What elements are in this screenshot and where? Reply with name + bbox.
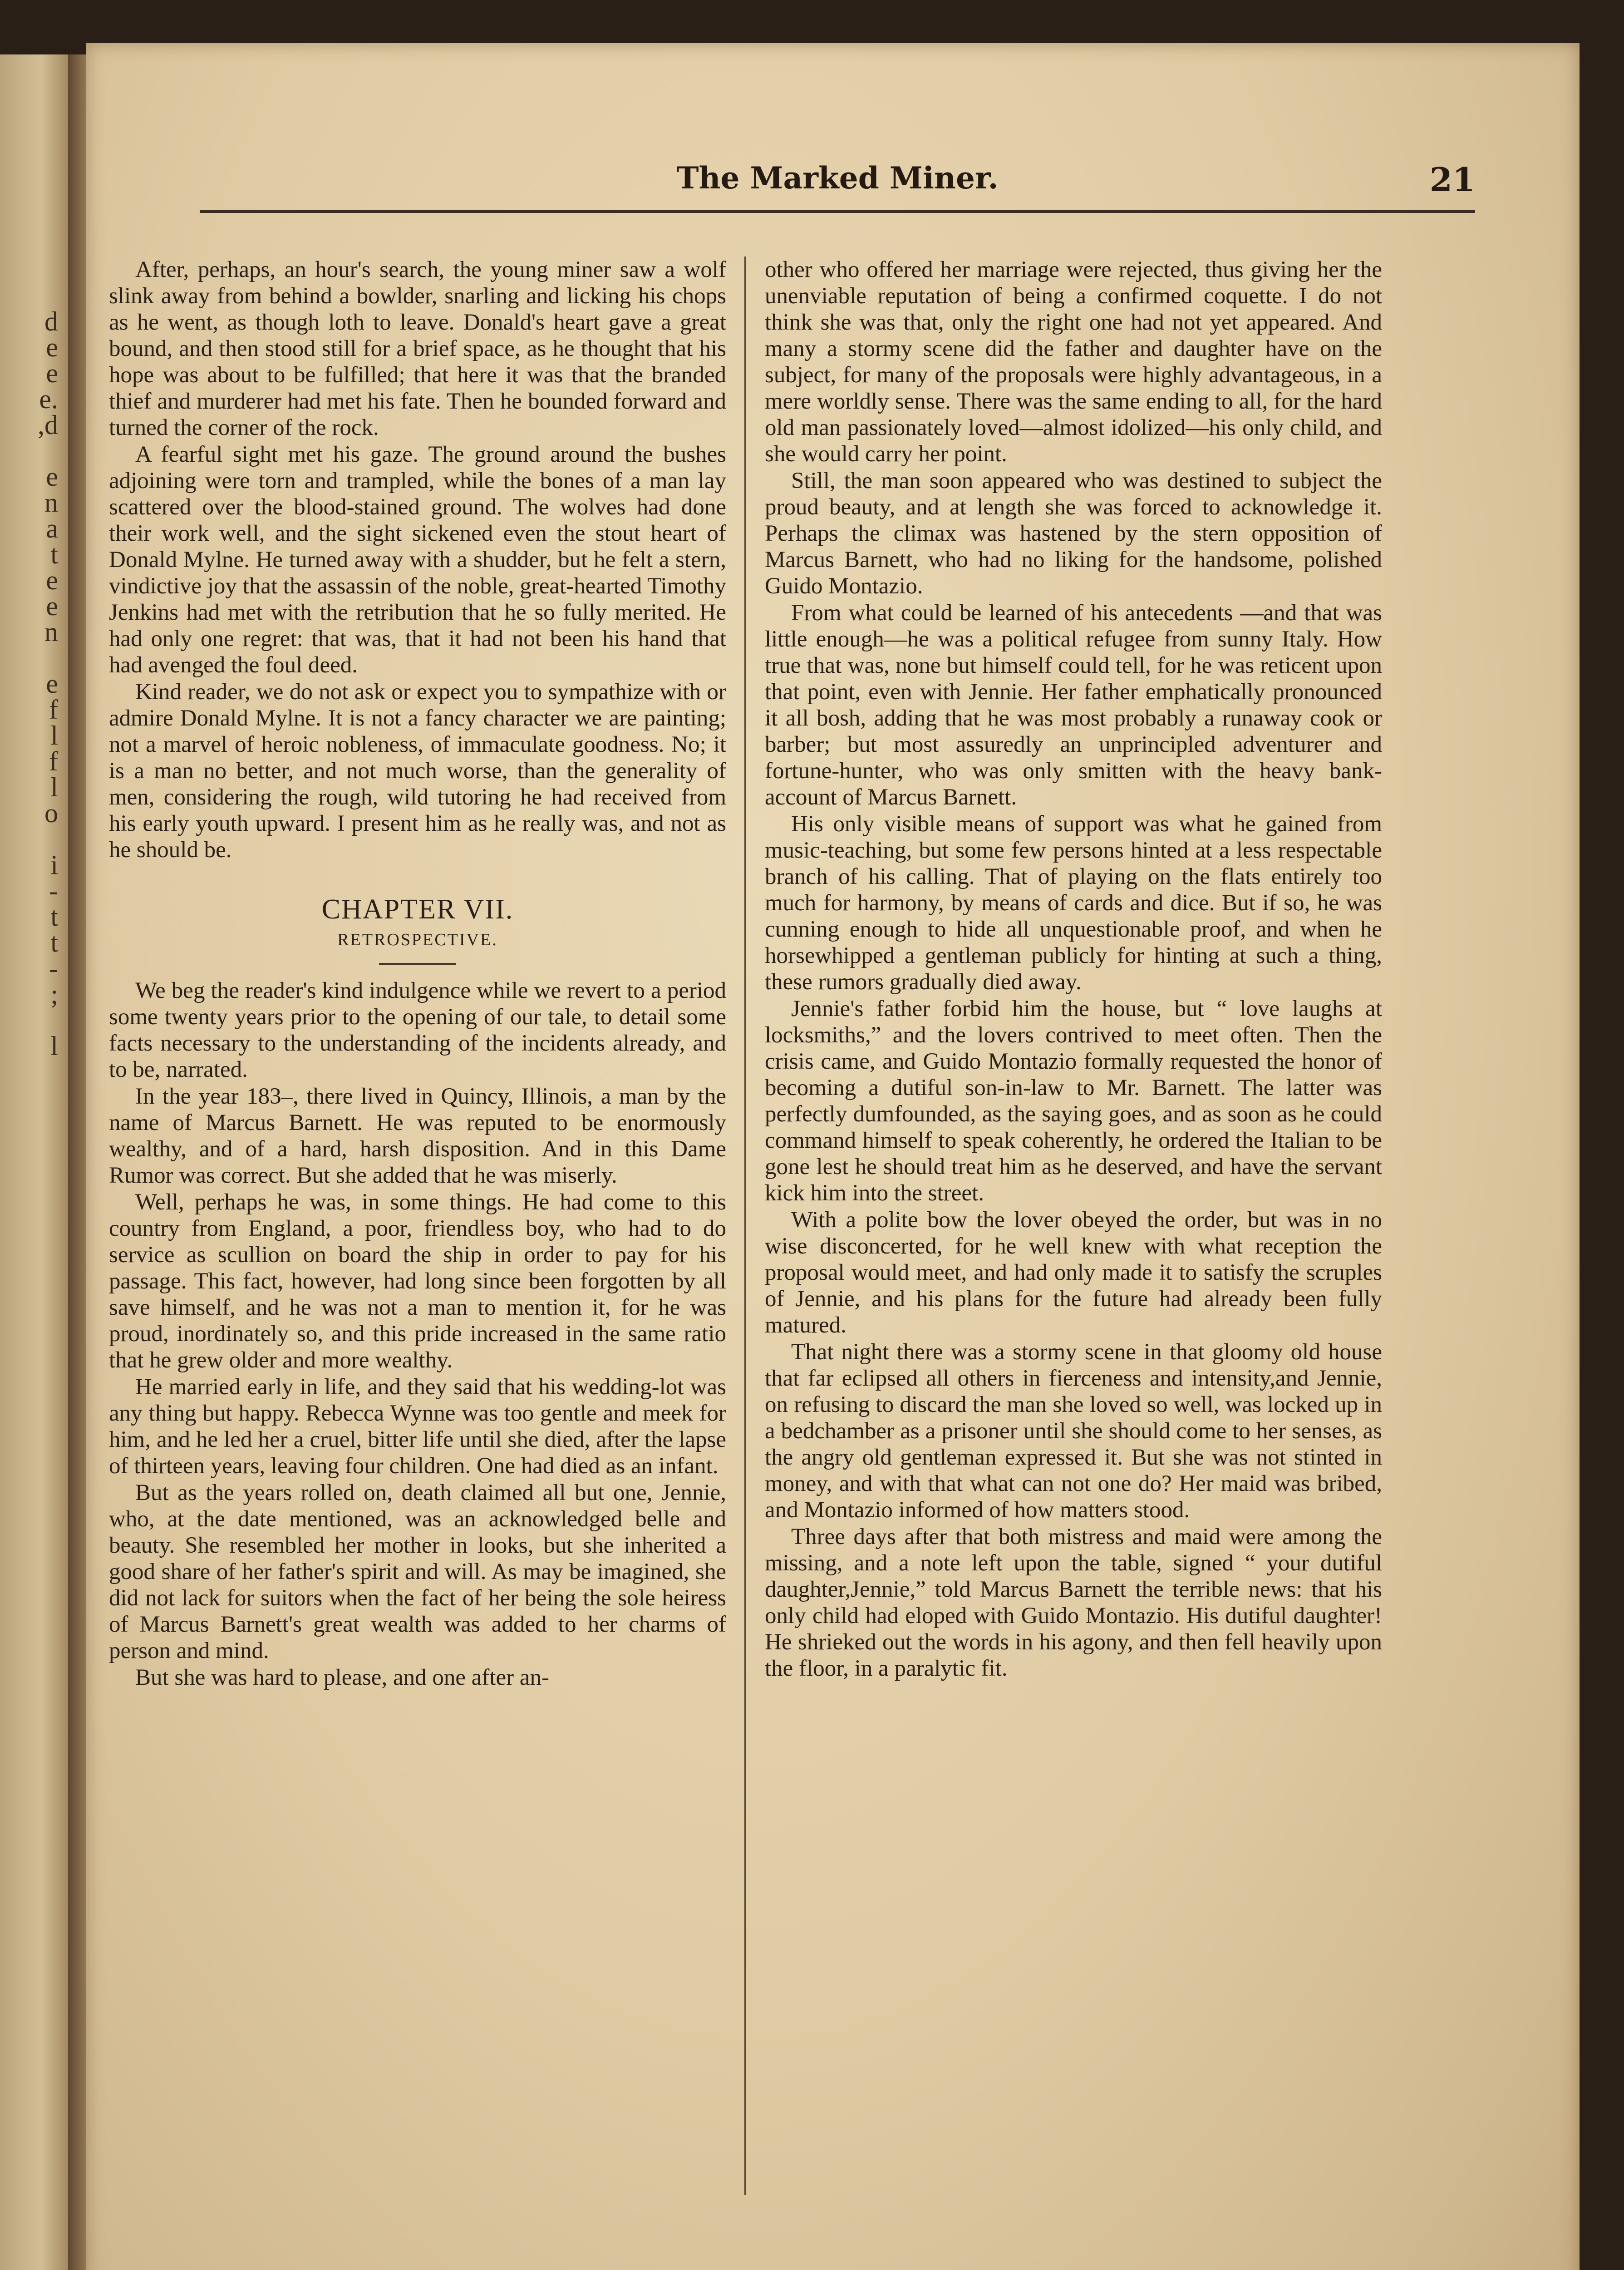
left-column	[109, 257, 726, 1691]
chapter-heading	[109, 892, 726, 953]
paragraph: Well, perhaps he was, in some things. He had come to this country from England, a poor, friendless boy, who had to do service as scullion on board the ship in order to pay for his passage. This fact, however, had long since been forgotten by all save himself, and he was not a man to mention it, for he was proud, inordinately so, and this pride increased in the same ratio that he grew older and more wealthy.	[109, 1189, 726, 1373]
paragraph: But as the years rolled on, death claimed all but one, Jennie, who, at the date mentioned, was an acknowledged belle and beauty. She resembled her mother in looks, but she inherited a good share of her father's spirit and will. As may be imagined, she did not lack for suitors when the fact of her being the sole heiress of Marcus Barnett's great wealth was added to her charms of person and mind.	[109, 1480, 726, 1663]
paragraph: We beg the reader's kind indulgence while we revert to a period some twenty years prior to the opening of our tale, to detail some facts necessary to the understanding of the incidents already, and to be, narrated.	[109, 978, 726, 1082]
paragraph: After, perhaps, an hour's search, the young miner saw a wolf slink away from behind a bowlder, snarling and licking his chops as he went, as though loth to leave. Donald's heart gave a great bound, and then stood still for a brief space, as he thought that his hope was about to be fulfilled; that here it was that the branded thief and murderer had met his fate. Then he bounded forward and turned the corner of the rock.	[109, 257, 726, 440]
right-column	[765, 257, 1382, 1682]
paragraph: A fearful sight met his gaze. The ground around the bushes adjoining were torn and trampled, while the bones of a man lay scattered over the blood-stained ground. The wolves had done their work well, and the sight sickened even the stout heart of Donald Mylne. He turned away with a shudder, but he felt a stern, vindictive joy that the assassin of the noble, great-hearted Timothy Jenkins had met with the retribution that he so fully merited. He had only one regret: that was, that it had not been his hand that had avenged the foul deed.	[109, 442, 726, 678]
page-21	[86, 43, 1580, 2270]
paragraph: His only visible means of support was what he gained from music-teaching, but some few persons hinted at a less respectable branch of his calling. That of playing on the flats entirely too much for harmony, by means of cards and dice. But if so, he was cunning enough to hide all unquestionable proof, and when he horsewhipped a gentleman publicly for hinting at such a thing, these rumors gradually died away.	[765, 811, 1382, 995]
paragraph: Still, the man soon appeared who was destined to subject the proud beauty, and at length she was forced to acknowledge it. Perhaps the climax was hastened by the stern opposition of Marcus Barnett, who had no liking for the handsome, polished Guido Montazio.	[765, 468, 1382, 599]
previous-page-margin-text: d e e e. ,d e n a t e e n e f l f l o i - t t - ; l	[38, 306, 58, 1061]
paragraph: Jennie's father forbid him the house, but “ love laughs at locksmiths,” and the lovers contrived to meet often. Then the crisis came, and Guido Montazio formally requested the honor of becoming a dutiful son-in-law to Mr. Barnett. The latter was perfectly dumfounded, as the saying goes, and as soon as he could command himself to speak coherently, he ordered the Italian to be gone lest he should treat him as he deserved, and have the servant kick him into the street.	[765, 996, 1382, 1206]
paragraph: In the year 183–, there lived in Quincy, Illinois, a man by the name of Marcus Barnett. He was reputed to be enormously wealthy, and of a hard, harsh disposition. And in this Dame Rumor was correct. But she added that he was miserly.	[109, 1084, 726, 1188]
paragraph: From what could be learned of his antecedents —and that was little enough—he was a political refugee from sunny Italy. How true that was, none but himself could tell, for he was reticent upon that point, even with Jennie. Her father emphatically pronounced it all bosh, adding that he was most probably a runaway cook or barber; but most assuredly an unprincipled adventurer and fortune-hunter, who was only smitten with the heavy bank-account of Marcus Barnett.	[765, 600, 1382, 810]
page-number: 21	[1429, 160, 1475, 199]
paragraph: With a polite bow the lover obeyed the order, but was in no wise disconcerted, for he well knew with what reception the proposal would meet, and had only made it to satisfy the scruples of Jennie, and his plans for the future had already been fully matured.	[765, 1207, 1382, 1338]
chapter-title: CHAPTER VII.	[321, 894, 514, 925]
paragraph: But she was hard to please, and one after an-	[135, 1665, 549, 1690]
paragraph: That night there was a stormy scene in that gloomy old house that far eclipsed all others in fierceness and intensity,and Jennie, on refusing to discard the man she loved so well, was locked up in a bedchamber as a prisoner until she should come to her senses, as the angry old gentleman expressed it. But she was not stinted in money, and with that what can not one do? Her maid was bribed, and Montazio informed of how matters stood.	[765, 1339, 1382, 1523]
paragraph: Three days after that both mistress and maid were among the missing, and a note left upon the table, signed “ your dutiful daughter,Jennie,” told Marcus Barnett the terrible news: that his only child had eloped with Guido Montazio. His dutiful daughter! He shrieked out the words in his agony, and then fell heavily upon the floor, in a paralytic fit.	[765, 1524, 1382, 1681]
running-header	[200, 160, 1475, 213]
running-title: The Marked Miner.	[676, 160, 999, 196]
previous-page-edge	[0, 54, 72, 2270]
paragraph: other who offered her marriage were rejected, thus giving her the unenviable reputation of being a confirmed coquette. I do not think she was that, only the right one had not yet appeared. And many a stormy scene did the father and daughter have on the subject, for many of the proposals were highly advantageous, in a mere worldly sense. There was the same ending to all, for the hard old man passionately loved—almost idolized—his only child, and she would carry her point.	[765, 257, 1382, 467]
column-divider	[744, 257, 746, 2195]
paragraph: He married early in life, and they said that his wedding-lot was any thing but happy. Rebecca Wynne was too gentle and meek for him, and he led her a cruel, bitter life until she died, after the lapse of thirteen years, leaving four children. One had died as an infant.	[109, 1374, 726, 1479]
chapter-subtitle: RETROSPECTIVE.	[337, 930, 498, 949]
paragraph: Kind reader, we do not ask or expect you to sympathize with or admire Donald Mylne. It is not a fancy character we are painting; not a marvel of heroic nobleness, of immaculate goodness. No; it is a man no better, and not much worse, than the generality of men, considering the rough, wild tutoring he had received from his early youth upward. I present him as he really was, and not as he should be.	[109, 679, 726, 863]
chapter-rule	[379, 963, 456, 965]
